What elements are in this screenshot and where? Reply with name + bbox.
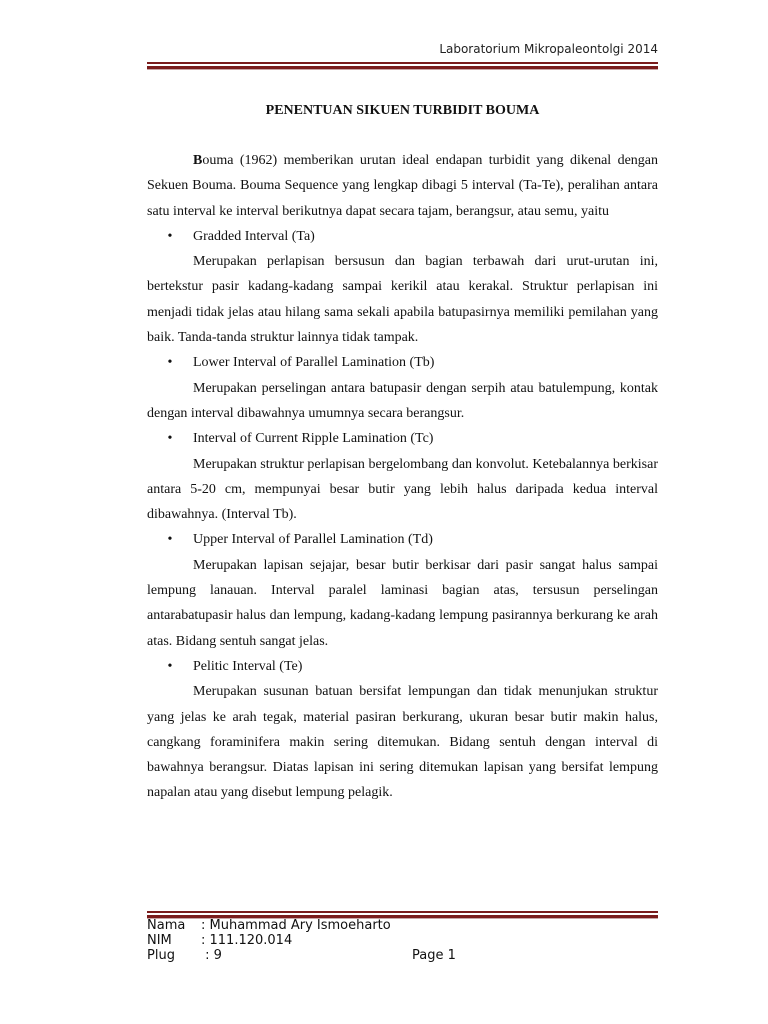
bullet-icon: • bbox=[167, 532, 173, 548]
bullet-icon: • bbox=[167, 228, 173, 244]
header-rule bbox=[147, 62, 658, 70]
bullet-item bbox=[147, 350, 658, 375]
section-paragraph: Merupakan struktur perlapisan bergelombang dan konvolut. Ketebalannya berkisar antara 5-20 cm, mempunyai besar butir yang lebih halus daripada kedua interval dibawahnya. (Interval Tb). bbox=[147, 456, 658, 523]
section-paragraph: Merupakan perlapisan bersusun dan bagian terbawah dari urut-urutan ini, bertekstur pasir kadang-kadang sampai kerikil atau kerakal. Struktur perlapisan ini menjadi tidak jelas atau hilang sama sekali apabila batupasirnya memiliki pemilahan yang baik. Tanda-tanda struktur lainnya tidak tampak. bbox=[147, 254, 658, 346]
bullet-item bbox=[147, 527, 658, 552]
document-body bbox=[147, 148, 658, 806]
nama-value: : Muhammad Ary Ismoeharto bbox=[201, 918, 391, 933]
footer-nim-row bbox=[147, 933, 658, 948]
intro-text: ouma (1962) memberikan urutan ideal endapan turbidit yang dikenal dengan Sekuen Bouma. Bouma Sequence yang lengkap dibagi 5 interval (Ta-Te), peralihan antara satu interval ke interval berikutnya dapat secara tajam, berangsur, atau semu, yaitu bbox=[147, 153, 658, 219]
plug-label: Plug bbox=[147, 948, 175, 963]
footer-nama-row bbox=[147, 918, 658, 933]
bullet-label: Lower Interval of Parallel Lamination (Tb) bbox=[193, 355, 435, 371]
intro-paragraph bbox=[147, 148, 658, 224]
plug-value: : 9 bbox=[201, 948, 222, 963]
bullet-label: Gradded Interval (Ta) bbox=[193, 228, 315, 244]
page-number: Page 1 bbox=[412, 948, 456, 963]
page-footer bbox=[147, 918, 658, 963]
bullet-item bbox=[147, 654, 658, 679]
nama-label: Nama bbox=[147, 918, 186, 933]
footer-plug-row bbox=[147, 948, 658, 963]
bullet-label: Interval of Current Ripple Lamination (Tc) bbox=[193, 431, 434, 447]
bullet-icon: • bbox=[167, 355, 173, 371]
bullet-label: Pelitic Interval (Te) bbox=[193, 658, 303, 674]
header-text: Laboratorium Mikropaleontolgi 2014 bbox=[439, 42, 658, 56]
nim-label: NIM bbox=[147, 933, 172, 948]
document-title: PENENTUAN SIKUEN TURBIDIT BOUMA bbox=[265, 103, 540, 118]
bullet-icon: • bbox=[167, 431, 173, 447]
bullet-item bbox=[147, 224, 658, 249]
section-paragraph: Merupakan perselingan antara batupasir dengan serpih atau batulempung, kontak dengan interval dibawahnya umumnya secara berangsur. bbox=[147, 380, 658, 421]
section-paragraph: Merupakan lapisan sejajar, besar butir berkisar dari pasir sangat halus sampai lempung lanauan. Interval paralel laminasi bagian atas, tersusun perselingan antarabatupasir halus dan lempung, kadang-kadang lempung pasirannya berkurang ke arah atas. Bidang sentuh sangat jelas. bbox=[147, 557, 658, 649]
bullet-label: Upper Interval of Parallel Lamination (Td) bbox=[193, 532, 433, 548]
section-paragraph: Merupakan susunan batuan bersifat lempungan dan tidak menunjukan struktur yang jelas ke arah tegak, material pasiran berkurang, ukuran besar butir makin halus, cangkang foraminifera makin sering ditemukan. Bidang sentuh dengan interval di bawahnya berangsur. Diatas lapisan ini sering ditemukan lapisan yang bersifat lempung napalan atau yang disebut lempung pelagik. bbox=[147, 684, 658, 801]
nim-value: : 111.120.014 bbox=[201, 933, 293, 948]
bullet-item bbox=[147, 426, 658, 451]
intro-first-letter: B bbox=[193, 153, 203, 168]
bullet-icon: • bbox=[167, 658, 173, 674]
